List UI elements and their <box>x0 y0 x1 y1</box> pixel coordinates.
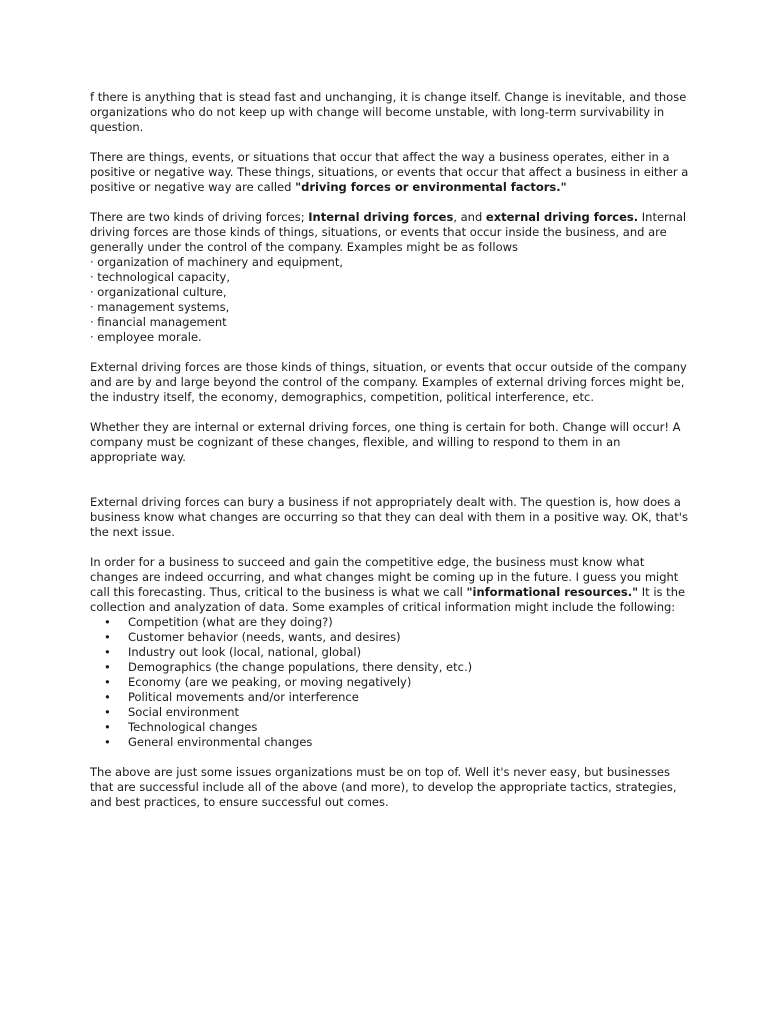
document-page <box>90 90 690 825</box>
driving-forces-definition-paragraph <box>90 150 690 195</box>
list-item <box>90 690 690 705</box>
list-item <box>90 675 690 690</box>
list-item-text: Social environment <box>128 705 239 719</box>
definition-term: "driving forces or environmental factors." <box>295 180 567 194</box>
informational-resources-term: "informational resources." <box>466 585 639 599</box>
info-text-1: In order for a business to succeed and gain the competitive edge, the business must know what changes are indeed occurring, and what changes might be coming up in the future. I guess you might call this forecasting. Thus, critical to the business is what we call <box>90 555 679 599</box>
external-forces-term: external driving forces. <box>485 210 639 224</box>
list-item <box>90 630 690 645</box>
list-item-text: General environmental changes <box>128 735 313 749</box>
two-kinds-paragraph <box>90 210 690 255</box>
bullet-icon: • <box>104 690 111 704</box>
list-item-text: Competition (what are they doing?) <box>128 615 333 629</box>
two-kinds-text-3: Internal driving forces are those kinds of things, situations, or events that occur inside the business, and are generally under the control of the company. Examples might be as follows <box>90 210 687 254</box>
two-kinds-text-1: There are two kinds of driving forces; <box>90 210 309 224</box>
list-item-text: Economy (are we peaking, or moving negatively) <box>128 675 412 689</box>
bullet-icon: • <box>104 705 111 719</box>
two-kinds-text-2: , and <box>453 210 486 224</box>
list-item <box>90 720 690 735</box>
critical-information-list <box>90 615 690 750</box>
bullet-icon: • <box>104 645 111 659</box>
intro-paragraph: f there is anything that is stead fast and unchanging, it is change itself. Change is inevitable, and those organizations who do not keep up with change will become unstable, with long-term survivability in question. <box>90 90 687 134</box>
list-item: · technological capacity, <box>90 270 230 284</box>
list-item: · financial management <box>90 315 227 329</box>
info-text-2: It is the collection and analyzation of data. Some examples of critical information might include the following: <box>90 585 686 614</box>
bullet-icon: • <box>104 720 111 734</box>
bullet-icon: • <box>104 630 111 644</box>
list-item <box>90 615 690 630</box>
list-item-text: Political movements and/or interference <box>128 690 359 704</box>
bullet-icon: • <box>104 675 111 689</box>
closing-paragraph: The above are just some issues organizations must be on top of. Well it's never easy, but businesses that are successful include all of the above (and more), to develop the appropriate tactics, strategies, and best practices, to ensure successful out comes. <box>90 765 677 809</box>
list-item: · employee morale. <box>90 330 202 344</box>
list-item-text: Customer behavior (needs, wants, and desires) <box>128 630 401 644</box>
list-item-text: Industry out look (local, national, global) <box>128 645 362 659</box>
list-item <box>90 705 690 720</box>
change-will-occur-paragraph: Whether they are internal or external driving forces, one thing is certain for both. Change will occur! A company must be cognizant of these changes, flexible, and willing to respond to them in an appropriate way. <box>90 420 681 464</box>
list-item <box>90 660 690 675</box>
list-item-text: Technological changes <box>128 720 258 734</box>
list-item: · organizational culture, <box>90 285 227 299</box>
external-forces-paragraph: External driving forces are those kinds of things, situation, or events that occur outside of the company and are by and large beyond the control of the company. Examples of external driving forces might be, the industry itself, the economy, demographics, competition, political interference, etc. <box>90 360 687 404</box>
bullet-icon: • <box>104 615 111 629</box>
list-item-text: Demographics (the change populations, there density, etc.) <box>128 660 473 674</box>
bullet-icon: • <box>104 660 111 674</box>
list-item <box>90 735 690 750</box>
internal-forces-list <box>90 255 690 345</box>
list-item: · organization of machinery and equipment, <box>90 255 343 269</box>
bury-business-paragraph: External driving forces can bury a business if not appropriately dealt with. The question is, how does a business know what changes are occurring so that they can deal with them in a positive way. OK, that's the next issue. <box>90 495 688 539</box>
list-item <box>90 645 690 660</box>
internal-forces-term: Internal driving forces <box>308 210 454 224</box>
definition-text: There are things, events, or situations that occur that affect the way a business operates, either in a positive or negative way. These things, situations, or events that occur that affect a business in either a positive or negative way are called <box>90 150 689 194</box>
bullet-icon: • <box>104 735 111 749</box>
list-item: · management systems, <box>90 300 230 314</box>
informational-resources-paragraph <box>90 555 690 615</box>
